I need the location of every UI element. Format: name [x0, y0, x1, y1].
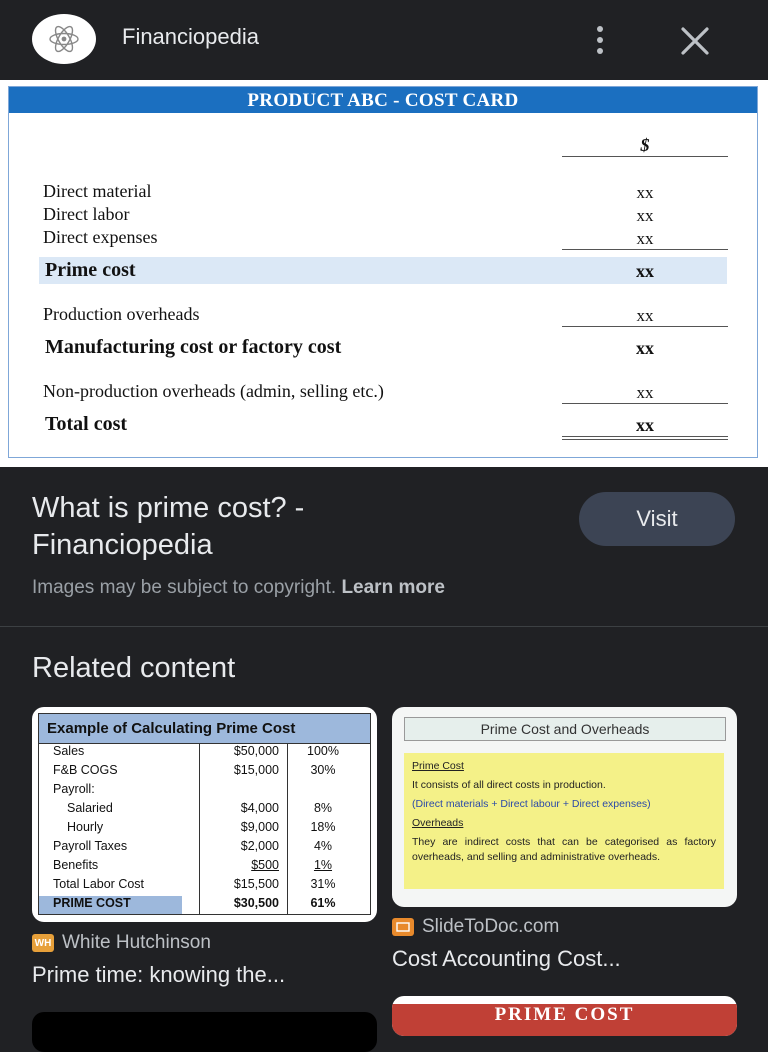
- related-thumbnail[interactable]: [32, 707, 377, 922]
- prime-cost-table: [38, 713, 371, 915]
- source-name: SlideToDoc.com: [422, 916, 560, 937]
- divider: [562, 403, 728, 404]
- divider: [562, 326, 728, 327]
- table-row-total: PRIME COST $30,500 61%: [39, 896, 370, 915]
- table-row: Sales $50,000 100%: [53, 744, 339, 758]
- atom-icon: [47, 22, 81, 56]
- divider: [562, 439, 728, 440]
- cost-row-label: Non-production overheads (admin, selling etc.): [43, 381, 384, 401]
- related-thumbnail[interactable]: [392, 707, 737, 907]
- table-row: F&B COGS $15,000 30%: [53, 763, 336, 777]
- site-name[interactable]: Financiopedia: [122, 24, 259, 49]
- table-row: Payroll Taxes $2,000 4%: [53, 839, 333, 853]
- manufacturing-cost-label: Manufacturing cost or factory cost: [45, 336, 342, 358]
- table-row: Payroll:: [53, 782, 95, 796]
- table-row: Hourly $9,000 18%: [67, 820, 336, 834]
- slide-text: It consists of all direct costs in production.: [412, 779, 606, 791]
- slide-heading: Overheads: [412, 817, 464, 829]
- divider: [562, 156, 728, 157]
- cost-row-value: xx: [636, 229, 654, 248]
- manufacturing-cost-value: xx: [636, 338, 654, 358]
- cost-card-title: PRODUCT ABC - COST CARD: [9, 87, 757, 113]
- top-bar: [0, 0, 768, 80]
- table-row: Salaried $4,000 8%: [67, 801, 333, 815]
- cost-row-label: Direct material: [43, 181, 152, 201]
- cost-card: [8, 86, 758, 458]
- related-caption[interactable]: Prime time: knowing the...: [32, 962, 286, 987]
- prime-cost-banner: PRIME COST: [392, 1004, 737, 1036]
- table-body: [38, 744, 371, 915]
- visit-button[interactable]: Visit: [579, 492, 735, 546]
- table-title: Example of Calculating Prime Cost: [38, 713, 371, 744]
- cost-row-label: Direct labor: [43, 204, 130, 224]
- slides-icon: [392, 918, 414, 936]
- cost-row-value: xx: [636, 183, 654, 202]
- close-icon[interactable]: [676, 22, 714, 60]
- related-source[interactable]: [392, 916, 559, 938]
- currency-header: $: [640, 135, 650, 155]
- slide-heading: Prime Cost: [412, 760, 464, 772]
- copyright-text: Images may be subject to copyright.: [32, 577, 337, 598]
- result-title[interactable]: What is prime cost? - Financiopedia: [32, 492, 305, 561]
- slide-text: (Direct materials + Direct labour + Direct expenses): [412, 798, 651, 810]
- result-image[interactable]: [0, 80, 768, 467]
- related-thumbnail[interactable]: [392, 996, 737, 1036]
- table-row: Total Labor Cost $15,500 31%: [53, 877, 336, 891]
- cost-row-label: Direct expenses: [43, 227, 158, 247]
- section-divider: [0, 626, 768, 627]
- divider: [562, 436, 728, 437]
- related-thumbnail[interactable]: [32, 1012, 377, 1052]
- divider: [562, 249, 728, 250]
- source-name: White Hutchinson: [62, 932, 211, 953]
- copyright-notice: [32, 577, 445, 599]
- total-cost-label: Total cost: [45, 413, 128, 435]
- cost-row-value: xx: [636, 206, 654, 225]
- cost-row-value: xx: [636, 383, 654, 402]
- table-row: Benefits $500 1%: [53, 858, 333, 872]
- total-cost-value: xx: [636, 415, 654, 435]
- site-logo[interactable]: [32, 14, 96, 64]
- slide-text: They are indirect costs that can be categorised as factory overheads, and selling and administrative overheads.: [412, 836, 716, 863]
- prime-cost-label: Prime cost: [45, 259, 136, 281]
- related-source[interactable]: [32, 932, 211, 954]
- learn-more-link[interactable]: Learn more: [341, 577, 445, 598]
- cost-row-label: Production overheads: [43, 304, 200, 324]
- cost-row-value: xx: [636, 306, 654, 325]
- slide-body: [404, 753, 724, 889]
- related-heading: Related content: [32, 652, 236, 684]
- related-caption[interactable]: Cost Accounting Cost...: [392, 946, 621, 971]
- prime-cost-value: xx: [636, 261, 654, 281]
- slide-title: Prime Cost and Overheads: [404, 717, 726, 741]
- more-vert-icon[interactable]: [584, 22, 616, 58]
- white-hutchinson-icon: WH: [32, 934, 54, 952]
